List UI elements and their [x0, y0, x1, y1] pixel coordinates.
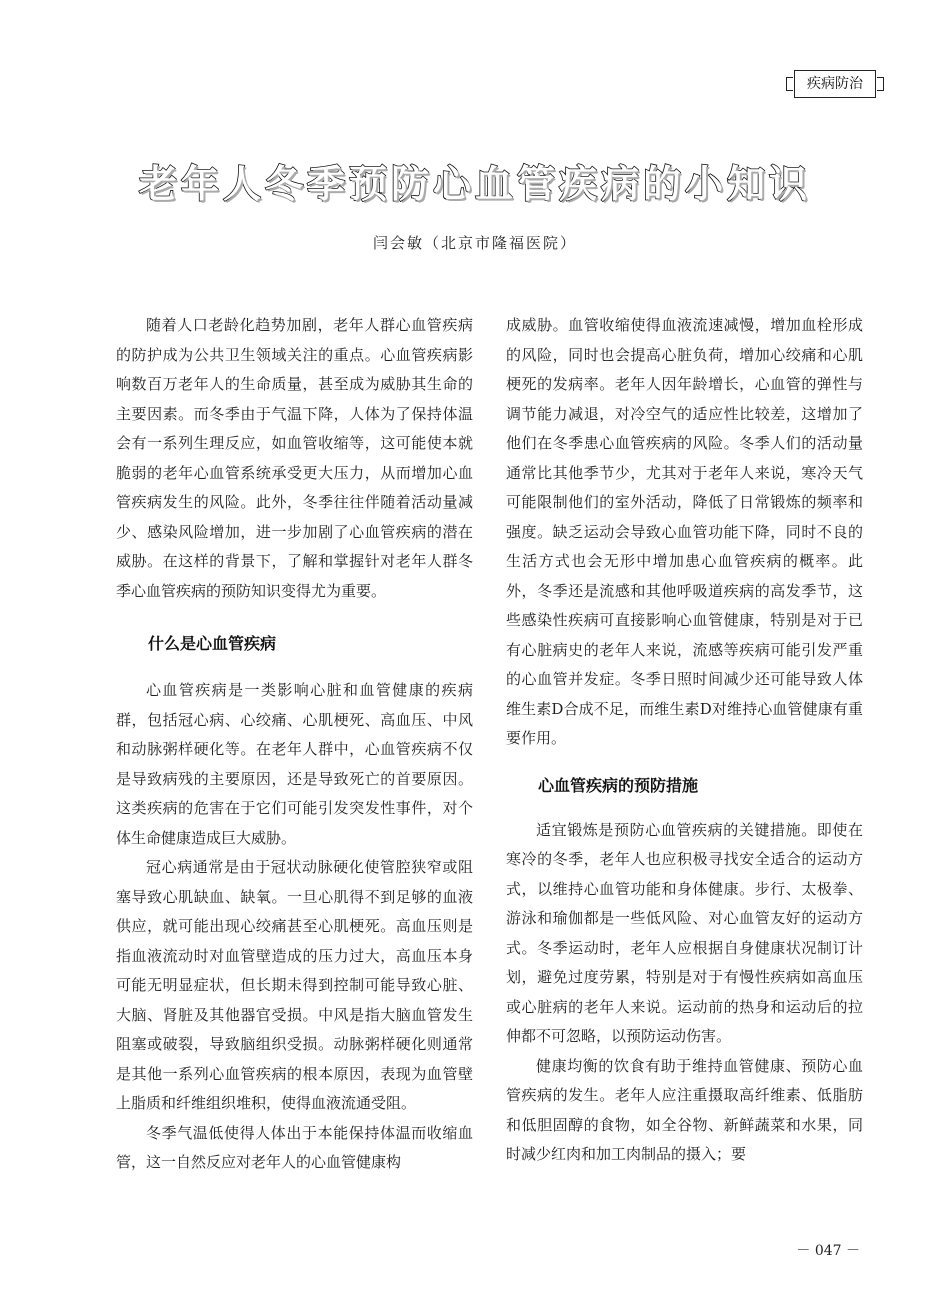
paragraph-winter: 冬季气温低使得人体出于本能保持体温而收缩血管，这一自然反应对老年人的心血管健康构 — [116, 1123, 473, 1171]
section-tag: 疾病防治 — [794, 70, 876, 98]
paragraph-exercise: 适宜锻炼是预防心血管疾病的关键措施。即使在寒冷的冬季，老年人也应积极寻找安全适合的运动方式，以维持心血管功能和身体健康。步行、太极拳、游泳和瑜伽都是一些低风险、对心血管友好的运动方式。冬季运动时，老年人应根据自身健康状况制订计划，避免过度劳累，特别是对于有慢性疾病如高血压或心脏病的老年人来说。运动前的热身和运动后的拉伸都不可忽略，以预防运动伤害。 — [506, 820, 863, 1045]
paragraph-diseases: 冠心病通常是由于冠状动脉硬化使管腔狭窄或阻塞导致心肌缺血、缺氧。一旦心肌得不到足够的血液供应，就可能出现心绞痛甚至心肌梗死。高血压则是指血液流动时对血管壁造成的压力过大，高血压本身可能无明显症状，但长期未得到控制可能导致心脏、大脑、肾脏及其他器官受损。中风是指大脑血管发生阻塞或破裂，导致脑组织受损。动脉粥样硬化则通常是其他一系列心血管疾病的根本原因，表现为血管壁上脂质和纤维组织堆积，使得血液流通受阻。 — [116, 858, 473, 1112]
paragraph-diet: 健康均衡的饮食有助于维持血管健康、预防心血管疾病的发生。老年人应注重摄取高纤维素、低脂肪和低胆固醇的食物，如全谷物、新鲜蔬菜和水果，同时减少红肉和加工肉制品的摄入；要 — [506, 1056, 863, 1163]
left-column — [116, 311, 473, 1178]
paragraph-winter-continued: 成威胁。血管收缩使得血液流速减慢，增加血栓形成的风险，同时也会提高心脏负荷，增加心绞痛和心肌梗死的发病率。老年人因年龄增长，心血管的弹性与调节能力减退，对冷空气的适应性比较差，这增加了他们在冬季患心血管疾病的风险。冬季人们的活动量通常比其他季节少，尤其对于老年人来说，寒冷天气可能限制他们的室外活动，降低了日常锻炼的频率和强度。缺乏运动会导致心血管功能下降，同时不良的生活方式也会无形中增加患心血管疾病的概率。此外，冬季还是流感和其他呼吸道疾病的高发季节，这些感染性疾病可直接影响心血管健康，特别是对于已有心脏病史的老年人来说，流感等疾病可能引发严重的心血管并发症。冬季日照时间减少还可能导致人体维生素D合成不足，而维生素D对维持心血管健康有重要作用。 — [506, 316, 863, 747]
heading-what-is-cvd: 什么是心血管疾病 — [148, 634, 277, 653]
page-number: － 047 － — [796, 1243, 860, 1259]
paragraph-definition: 心血管疾病是一类影响心脏和血管健康的疾病群，包括冠心病、心绞痛、心肌梗死、高血压、中风和动脉粥样硬化等。在老年人群中，心血管疾病不仅是导致病残的主要原因，还是导致死亡的首要原因。这类疾病的危害在于它们可能引发突发性事件，对个体生命健康造成巨大威胁。 — [116, 681, 473, 847]
right-column — [506, 311, 863, 1170]
paragraph-intro: 随着人口老龄化趋势加剧，老年人群心血管疾病的防护成为公共卫生领域关注的重点。心血管疾病影响数百万老年人的生命质量，甚至成为威胁其生命的主要因素。而冬季由于气温下降，人体为了保持体温会有一系列生理反应，如血管收缩等，这可能使本就脆弱的老年心血管系统承受更大压力，从而增加心血管疾病发生的风险。此外，冬季往往伴随着活动量减少、感染风险增加，进一步加剧了心血管疾病的潜在威胁。在这样的背景下，了解和掌握针对老年人群冬季心血管疾病的预防知识变得尤为重要。 — [116, 316, 473, 600]
article-author: 闫会敏（北京市隆福医院） — [372, 234, 577, 252]
heading-prevention: 心血管疾病的预防措施 — [538, 775, 699, 795]
article-title: 老年人冬季预防心血管疾病的小知识 — [138, 162, 811, 206]
